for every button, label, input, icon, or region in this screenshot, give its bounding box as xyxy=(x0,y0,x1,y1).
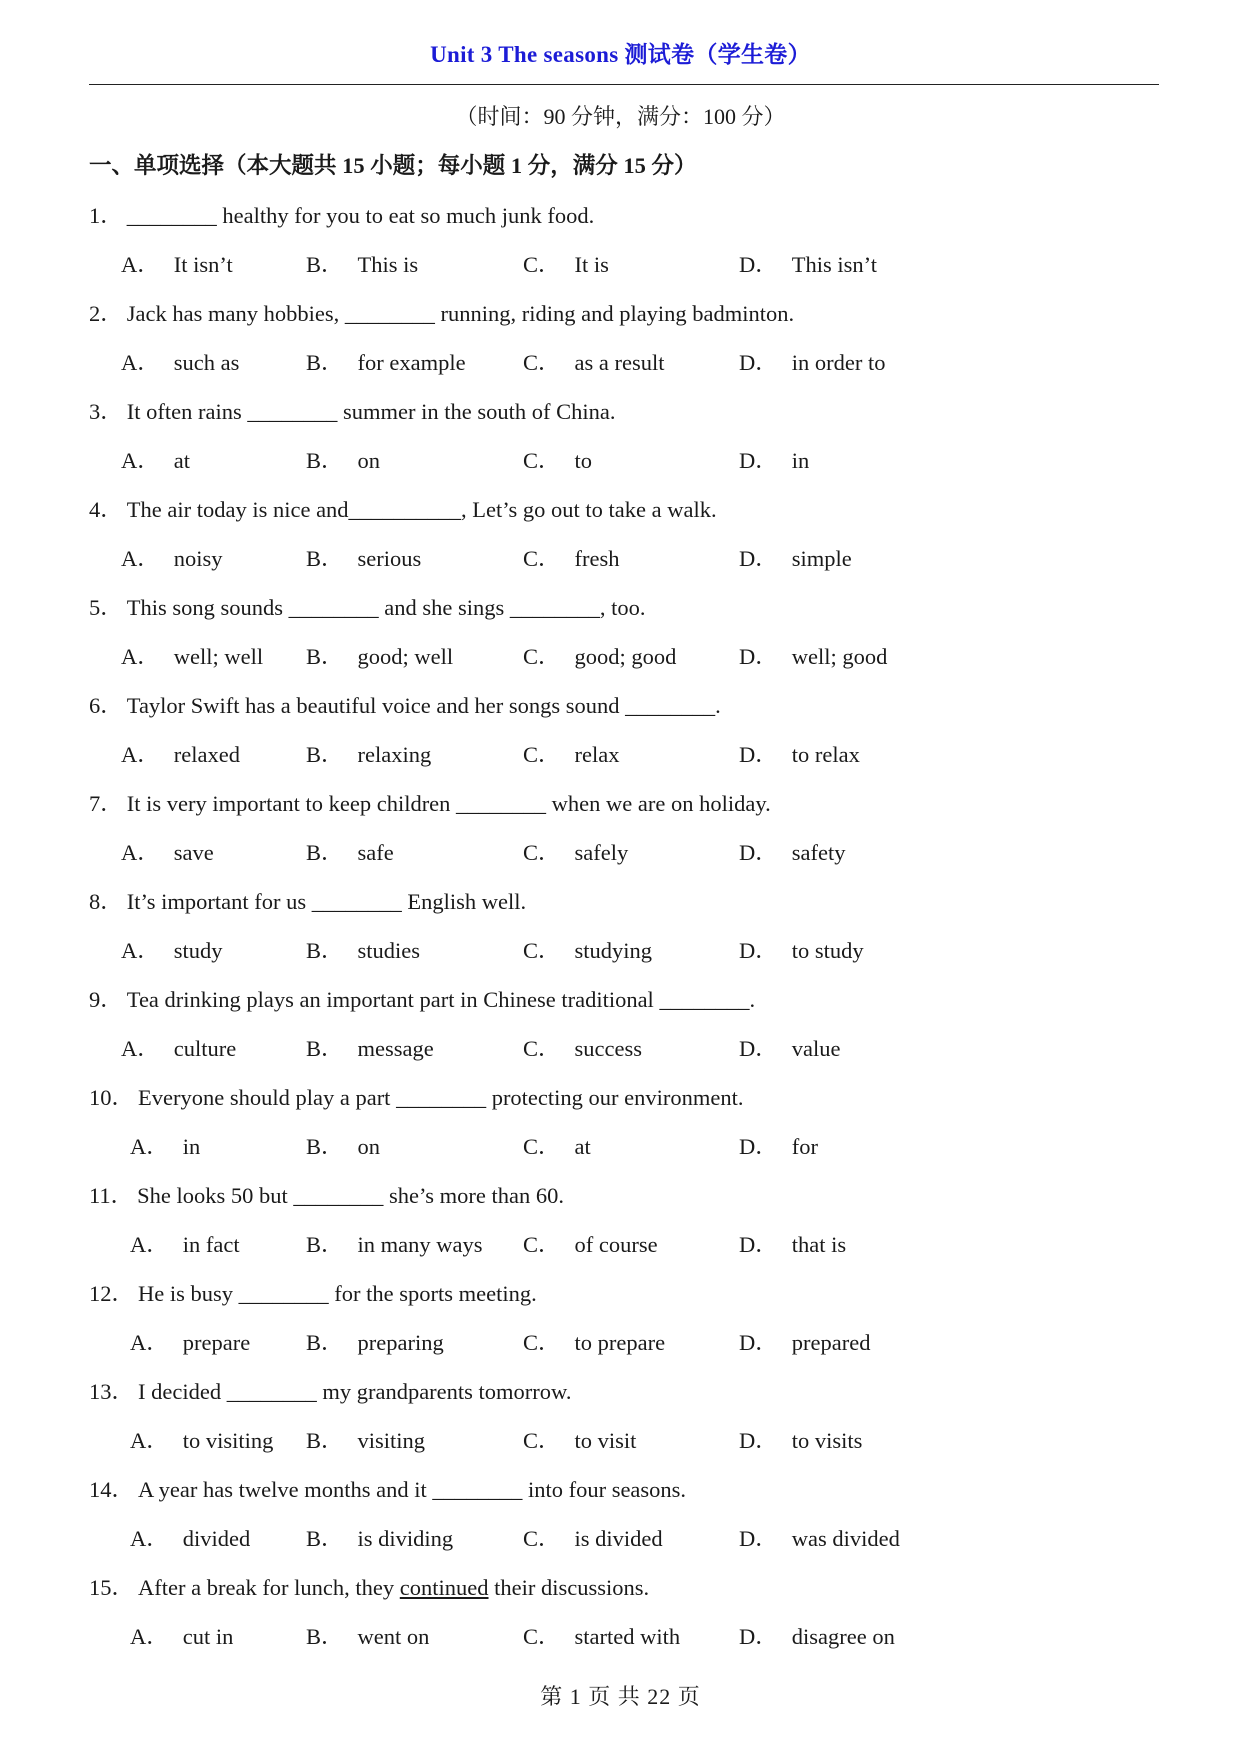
question-item xyxy=(89,1080,1159,1178)
question-stem xyxy=(89,590,646,622)
question-stem xyxy=(89,394,615,426)
answer-option-a: A． such as xyxy=(121,350,240,375)
answer-options xyxy=(89,443,1089,473)
header-divider xyxy=(89,84,1159,85)
question-number: 3． xyxy=(89,399,123,424)
question-text: Jack has many hobbies, ________ running, riding and playing badminton. xyxy=(126,301,795,326)
question-item xyxy=(89,296,1159,394)
question-stem xyxy=(89,688,721,720)
answer-option-a: A． in xyxy=(130,1134,201,1159)
answer-options xyxy=(89,835,1089,865)
answer-options xyxy=(89,247,1089,277)
answer-options xyxy=(89,1031,1089,1061)
answer-option-b: B． on xyxy=(306,448,381,473)
answer-option-c: C． to prepare xyxy=(523,1330,666,1355)
question-text: She looks 50 but ________ she’s more than 60. xyxy=(137,1183,565,1208)
underlined-word: continued xyxy=(399,1575,489,1600)
answer-options xyxy=(89,933,1089,963)
question-number: 2． xyxy=(89,301,123,326)
answer-option-c: C． to xyxy=(523,448,593,473)
answer-option-b: B． message xyxy=(306,1036,434,1061)
question-number: 7． xyxy=(89,791,123,816)
answer-option-a: A． relaxed xyxy=(121,742,240,767)
question-text: It often rains ________ summer in the south of China. xyxy=(126,399,616,424)
question-stem xyxy=(89,1570,649,1602)
answer-option-c: C． safely xyxy=(523,840,629,865)
answer-option-b: B． for example xyxy=(306,350,466,375)
answer-option-a: A． to visiting xyxy=(130,1428,274,1453)
answer-option-c: C． as a result xyxy=(523,350,665,375)
question-number: 5． xyxy=(89,595,123,620)
question-text: It’s important for us ________ English well. xyxy=(126,889,527,914)
answer-options xyxy=(89,737,1089,767)
answer-option-d: D． safety xyxy=(739,840,846,865)
answer-option-b: B． on xyxy=(306,1134,381,1159)
answer-option-d: D． in xyxy=(739,448,810,473)
answer-option-b: B． visiting xyxy=(306,1428,426,1453)
question-number: 13． xyxy=(89,1379,135,1404)
answer-option-d: D． value xyxy=(739,1036,841,1061)
answer-option-d: D． was divided xyxy=(739,1526,900,1551)
question-item xyxy=(89,1178,1159,1276)
question-stem xyxy=(89,884,526,916)
answer-option-a: A． cut in xyxy=(130,1624,234,1649)
answer-option-c: C． It is xyxy=(523,252,609,277)
question-stem xyxy=(89,1080,744,1112)
question-text: ________ healthy for you to eat so much junk food. xyxy=(126,203,595,228)
question-text: Everyone should play a part ________ protecting our environment. xyxy=(138,1085,744,1110)
question-item xyxy=(89,1276,1159,1374)
answer-option-d: D． to visits xyxy=(739,1428,863,1453)
answer-option-d: D． that is xyxy=(739,1232,847,1257)
answer-options xyxy=(89,639,1089,669)
question-text: A year has twelve months and it ________ into four seasons. xyxy=(138,1477,687,1502)
answer-option-a: A． It isn’t xyxy=(121,252,233,277)
page-footer: 第 1 页 共 22 页 xyxy=(540,1684,701,1709)
question-number: 15． xyxy=(89,1575,135,1600)
question-item xyxy=(89,198,1159,296)
answer-option-c: C． to visit xyxy=(523,1428,637,1453)
question-stem xyxy=(89,1178,564,1210)
answer-option-b: B． good; well xyxy=(306,644,454,669)
answer-option-b: B． went on xyxy=(306,1624,430,1649)
answer-option-b: B． safe xyxy=(306,840,394,865)
answer-option-a: A． well; well xyxy=(121,644,264,669)
question-item xyxy=(89,1472,1159,1570)
question-text: The air today is nice and__________, Let’s go out to take a walk. xyxy=(126,497,717,522)
question-stem xyxy=(89,492,717,524)
answer-option-d: D． for xyxy=(739,1134,818,1159)
question-item xyxy=(89,394,1159,492)
answer-option-d: D． disagree on xyxy=(739,1624,895,1649)
answer-option-c: C． is divided xyxy=(523,1526,663,1551)
answer-option-a: A． divided xyxy=(130,1526,251,1551)
answer-options xyxy=(89,1619,1089,1649)
answer-options xyxy=(89,345,1089,375)
answer-option-d: D． simple xyxy=(739,546,852,571)
question-item xyxy=(89,1570,1159,1668)
exam-time-score: （时间：90 分钟，满分：100 分） xyxy=(455,104,786,129)
answer-option-b: B． preparing xyxy=(306,1330,444,1355)
question-stem xyxy=(89,1472,686,1504)
question-item xyxy=(89,786,1159,884)
answer-option-a: A． save xyxy=(121,840,214,865)
question-item xyxy=(89,884,1159,982)
question-text: Tea drinking plays an important part in Chinese traditional ________. xyxy=(126,987,756,1012)
question-text: This song sounds ________ and she sings ________, too. xyxy=(126,595,646,620)
question-item xyxy=(89,982,1159,1080)
question-item xyxy=(89,492,1159,590)
answer-option-a: A． in fact xyxy=(130,1232,240,1257)
answer-options xyxy=(89,1129,1089,1159)
question-text: It is very important to keep children ________ when we are on holiday. xyxy=(126,791,771,816)
question-item xyxy=(89,590,1159,688)
section-heading: 一、单项选择（本大题共 15 小题；每小题 1 分，满分 15 分） xyxy=(89,153,697,178)
answer-option-d: D． well; good xyxy=(739,644,888,669)
question-text: After a break for lunch, they xyxy=(138,1575,400,1600)
question-stem xyxy=(89,198,594,230)
answer-option-c: C． of course xyxy=(523,1232,658,1257)
answer-option-c: C． started with xyxy=(523,1624,681,1649)
question-stem xyxy=(89,1276,537,1308)
question-number: 4． xyxy=(89,497,123,522)
question-number: 10． xyxy=(89,1085,135,1110)
answer-option-b: B． studies xyxy=(306,938,421,963)
question-text: Taylor Swift has a beautiful voice and her songs sound ________. xyxy=(126,693,721,718)
answer-option-b: B． is dividing xyxy=(306,1526,454,1551)
answer-option-a: A． study xyxy=(121,938,223,963)
answer-options xyxy=(89,1521,1089,1551)
answer-option-c: C． good; good xyxy=(523,644,677,669)
answer-option-a: A． culture xyxy=(121,1036,237,1061)
question-number: 6． xyxy=(89,693,123,718)
answer-option-c: C． studying xyxy=(523,938,653,963)
answer-options xyxy=(89,1423,1089,1453)
answer-option-b: B． relaxing xyxy=(306,742,432,767)
answer-option-d: D． This isn’t xyxy=(739,252,877,277)
answer-option-c: C． relax xyxy=(523,742,620,767)
question-stem xyxy=(89,296,794,328)
answer-option-a: A． noisy xyxy=(121,546,223,571)
answer-option-d: D． in order to xyxy=(739,350,886,375)
answer-option-d: D． to relax xyxy=(739,742,860,767)
question-number: 9． xyxy=(89,987,123,1012)
question-number: 1． xyxy=(89,203,123,228)
question-number: 8． xyxy=(89,889,123,914)
question-item xyxy=(89,688,1159,786)
answer-option-d: D． prepared xyxy=(739,1330,871,1355)
question-number: 12． xyxy=(89,1281,135,1306)
question-stem xyxy=(89,1374,571,1406)
answer-option-b: B． serious xyxy=(306,546,422,571)
question-number: 14． xyxy=(89,1477,135,1502)
answer-options xyxy=(89,541,1089,571)
question-text-end: their discussions. xyxy=(488,1575,650,1600)
question-text: I decided ________ my grandparents tomorrow. xyxy=(138,1379,572,1404)
question-text: He is busy ________ for the sports meeting. xyxy=(138,1281,537,1306)
question-number: 11． xyxy=(89,1183,134,1208)
answer-option-c: C． success xyxy=(523,1036,642,1061)
answer-option-b: B． This is xyxy=(306,252,419,277)
question-list xyxy=(89,198,1159,1668)
answer-options xyxy=(89,1325,1089,1355)
answer-option-c: C． fresh xyxy=(523,546,620,571)
question-item xyxy=(89,1374,1159,1472)
answer-option-c: C． at xyxy=(523,1134,591,1159)
question-stem xyxy=(89,786,771,818)
answer-option-b: B． in many ways xyxy=(306,1232,483,1257)
answer-option-d: D． to study xyxy=(739,938,864,963)
answer-option-a: A． prepare xyxy=(130,1330,251,1355)
question-stem xyxy=(89,982,755,1014)
answer-options xyxy=(89,1227,1089,1257)
answer-option-a: A． at xyxy=(121,448,190,473)
document-title: Unit 3 The seasons 测试卷（学生卷） xyxy=(430,42,811,67)
